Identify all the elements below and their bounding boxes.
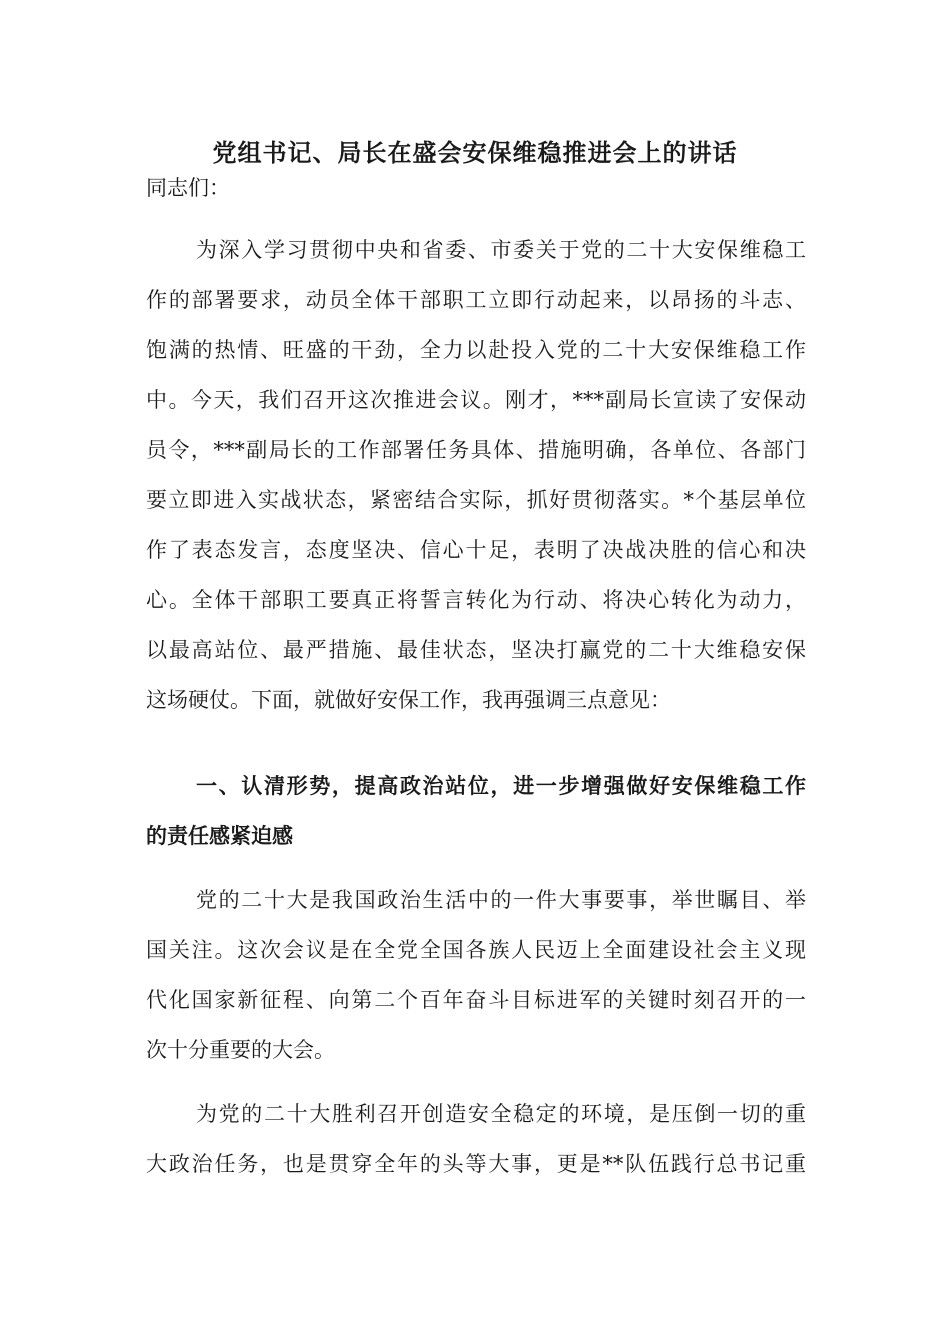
paragraph-line: 国关注。这次会议是在全党全国各族人民迈上全面建设社会主义现 — [146, 938, 806, 962]
paragraph-line: 代化国家新征程、向第二个百年奋斗目标进军的关键时刻召开的一 — [146, 988, 806, 1012]
paragraph-line: 中。今天，我们召开这次推进会议。刚才，***副局长宣读了安保动 — [146, 388, 806, 412]
paragraph-line: 次十分重要的大会。 — [146, 1038, 335, 1062]
paragraph-line: 为深入学习贯彻中央和省委、市委关于党的二十大安保维稳工 — [196, 238, 806, 262]
section-heading-line: 一、认清形势，提高政治站位，进一步增强做好安保维稳工作 — [196, 773, 806, 798]
paragraph-line: 为党的二十大胜利召开创造安全稳定的环境，是压倒一切的重 — [196, 1102, 806, 1126]
paragraph-line: 以最高站位、最严措施、最佳状态，坚决打赢党的二十大维稳安保 — [146, 638, 806, 662]
salutation: 同志们： — [146, 176, 230, 200]
paragraph-line: 饱满的热情、旺盛的干劲，全力以赴投入党的二十大安保维稳工作 — [146, 338, 806, 362]
section-heading-line: 的责任感紧迫感 — [146, 823, 293, 848]
paragraph-line: 作了表态发言，态度坚决、信心十足，表明了决战决胜的信心和决 — [146, 538, 806, 562]
paragraph-line: 大政治任务，也是贯穿全年的头等大事，更是**队伍践行总书记重 — [146, 1152, 806, 1176]
paragraph-line: 员令，***副局长的工作部署任务具体、措施明确，各单位、各部门 — [146, 438, 806, 462]
paragraph-line: 心。全体干部职工要真正将誓言转化为行动、将决心转化为动力， — [146, 588, 806, 612]
paragraph-line: 作的部署要求，动员全体干部职工立即行动起来，以昂扬的斗志、 — [146, 288, 806, 312]
paragraph-line: 要立即进入实战状态，紧密结合实际，抓好贯彻落实。*个基层单位 — [146, 488, 806, 512]
paragraph-line: 党的二十大是我国政治生活中的一件大事要事，举世瞩目、举 — [196, 888, 806, 912]
paragraph-line: 这场硬仗。下面，就做好安保工作，我再强调三点意见： — [146, 688, 671, 712]
document-title: 党组书记、局长在盛会安保维稳推进会上的讲话 — [212, 138, 738, 167]
